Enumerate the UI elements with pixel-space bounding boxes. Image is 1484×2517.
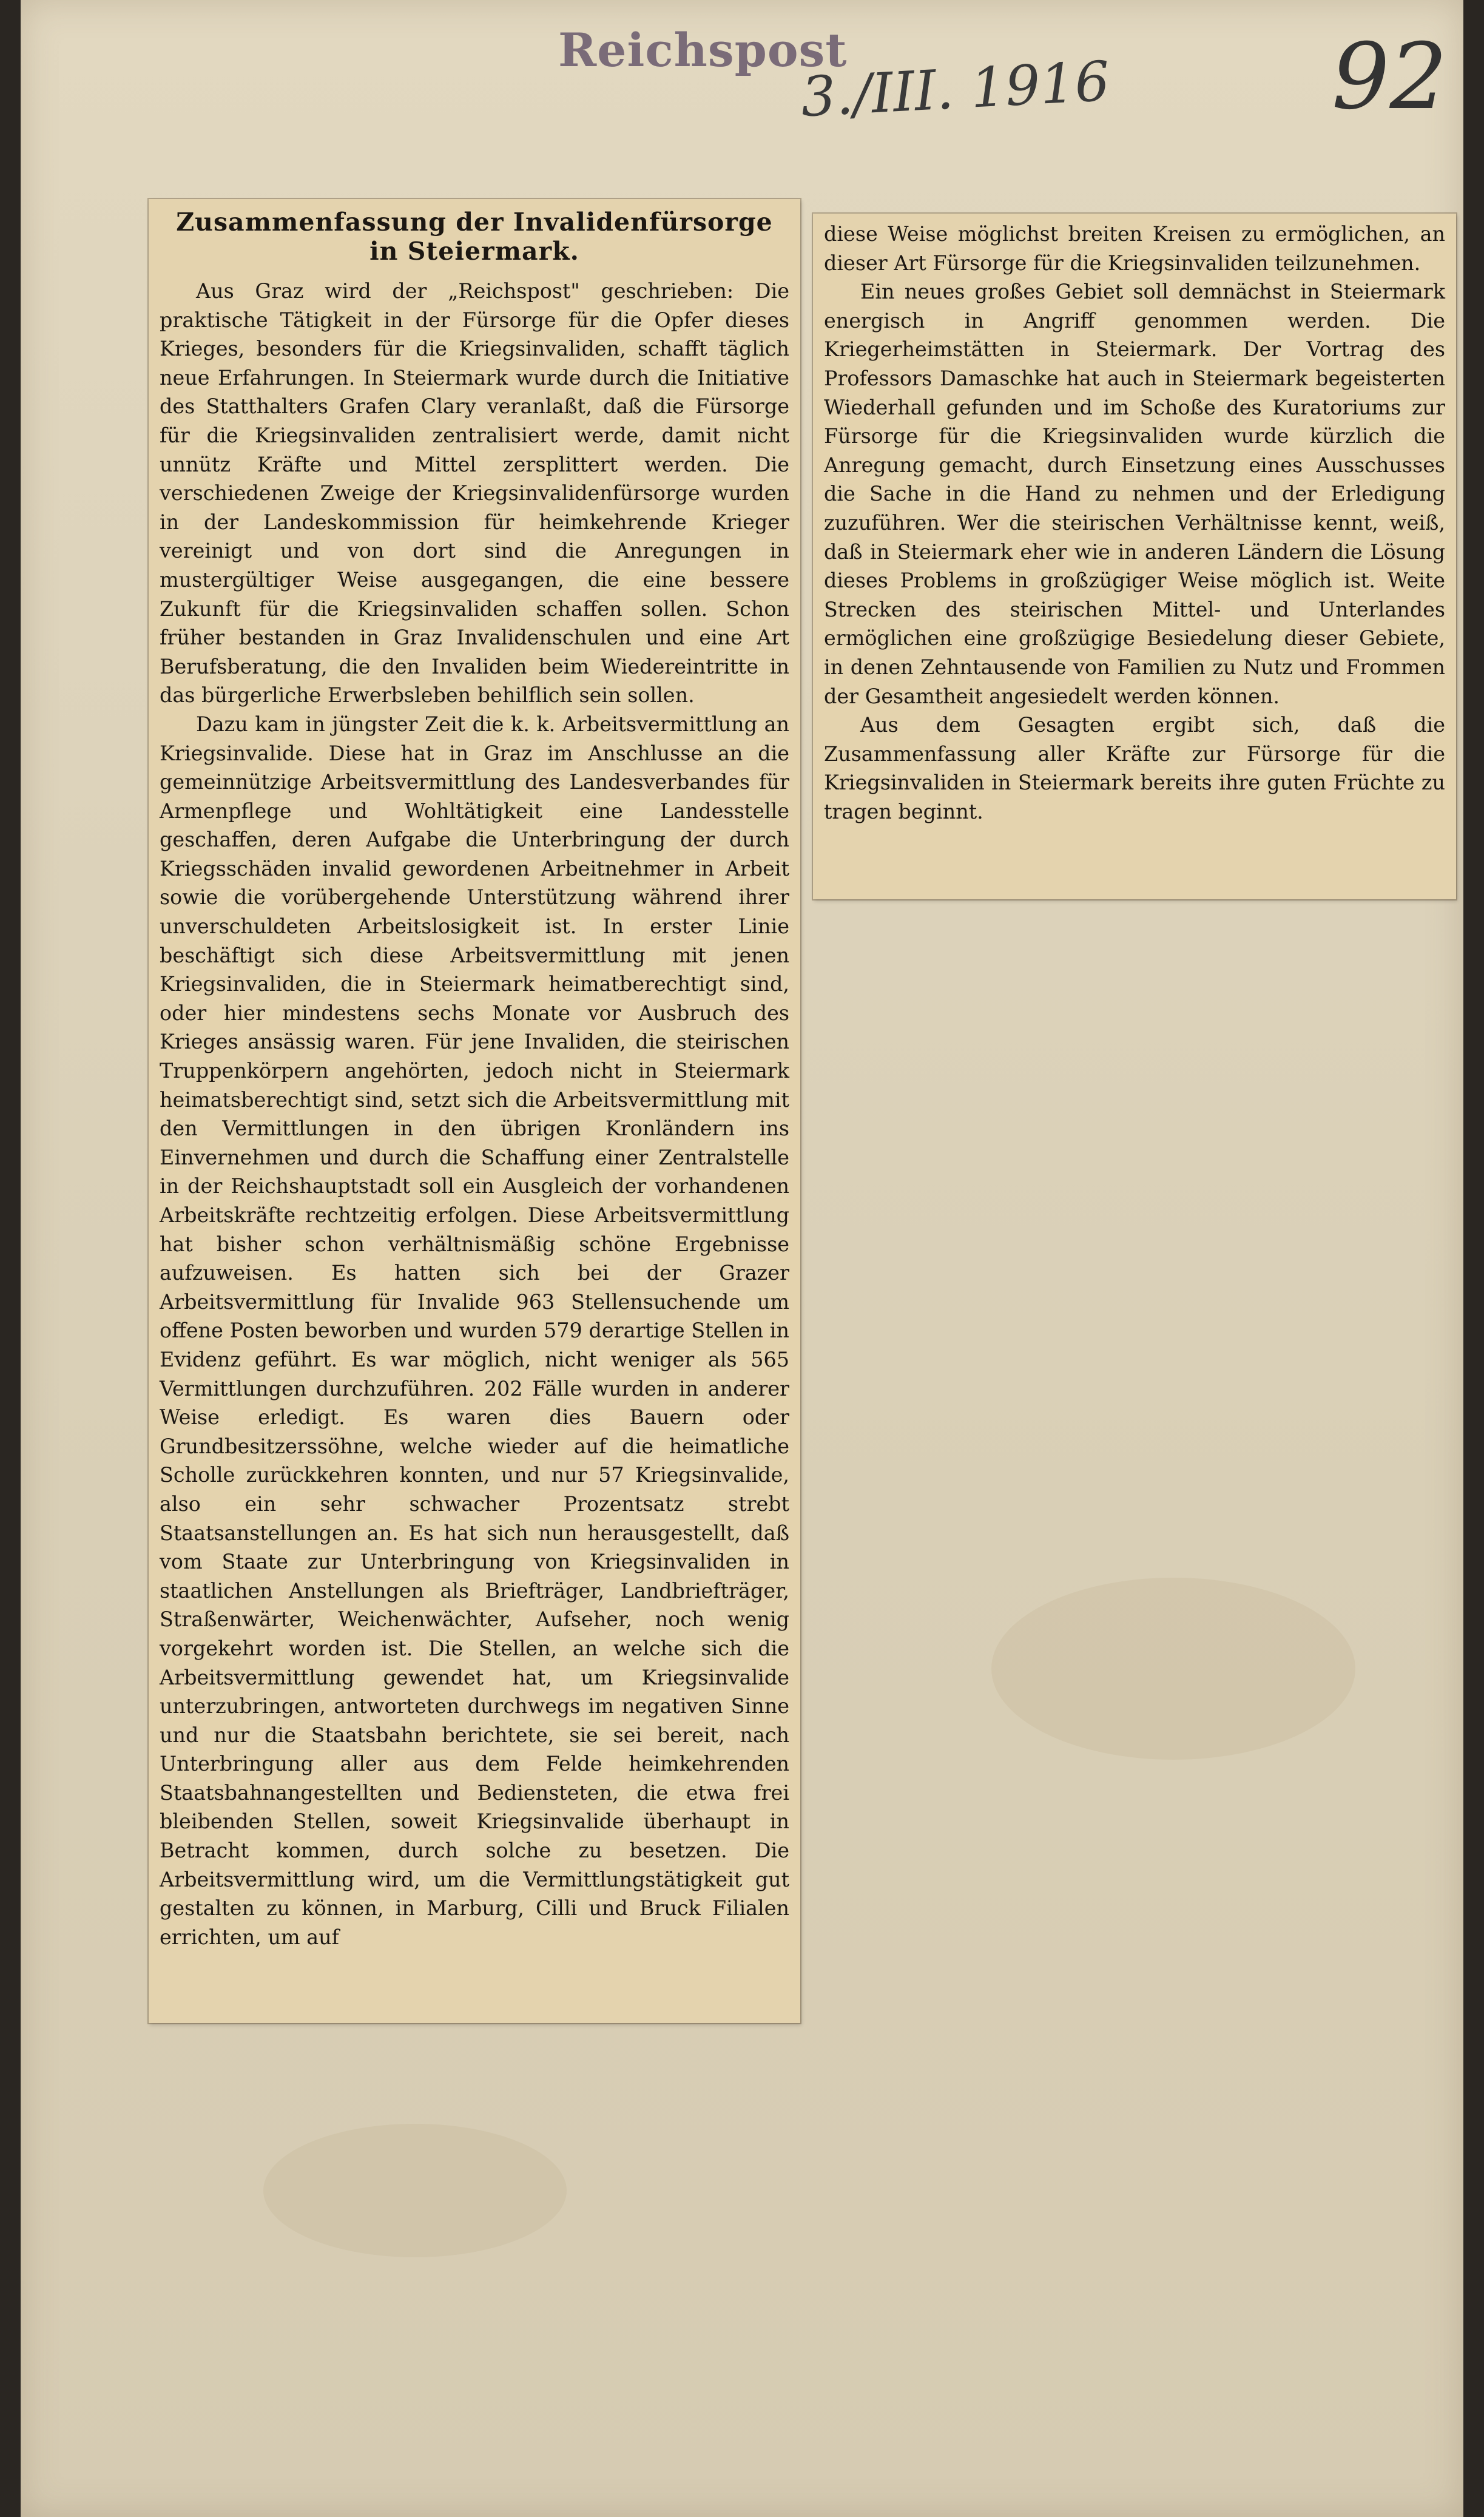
column-content bbox=[149, 199, 800, 2023]
paragraph: Dazu kam in jüngster Zeit die k. k. Arbeitsvermittlung an Kriegsinvalide. Diese hat in Graz im Anschlusse an die gemeinnützige Arbeitsvermittlung des Landesverbandes für Armenpflege und Wohltätigkeit eine Landesstelle geschaffen, deren Aufgabe die Unterbringung der durch Kriegsschäden invalid gewordenen Arbeitnehmer in Arbeit sowie die vorübergehende Unterstützung während ihrer unverschuldeten Arbeitslosigkeit ist. In erster Linie beschäftigt sich diese Arbeitsvermittlung mit jenen Kriegsinvaliden, die in Steiermark heimatberechtigt sind, oder hier mindestens sechs Monate vor Ausbruch des Krieges ansässig waren. Für jene Invaliden, die steirischen Truppenkörpern angehörten, jedoch nicht in Steiermark heimatsberechtigt sind, setzt sich die Arbeitsvermittlung mit den Vermittlungen in den übrigen Kronländern ins Einvernehmen und durch die Schaffung einer Zentralstelle in der Reichshauptstadt soll ein Ausgleich der vorhandenen Arbeitskräfte rechtzeitig erfolgen. Diese Arbeitsvermittlung hat bisher schon verhältnismäßig schöne Ergebnisse aufzuweisen. Es hatten sich bei der Grazer Arbeitsvermittlung für Invalide 963 Stellensuchende um offene Posten beworben und wurden 579 derartige Stellen in Evidenz geführt. Es war möglich, nicht weniger als 565 Vermittlungen durchzuführen. 202 Fälle wurden in anderer Weise erledigt. Es waren dies Bauern oder Grundbesitzerssöhne, welche wieder auf die heimatliche Scholle zurückkehren konnten, und nur 57 Kriegsinvalide, also ein sehr schwacher Prozentsatz strebt Staatsanstellungen an. Es hat sich nun herausgestellt, daß vom Staate zur Unterbringung von Kriegsinvaliden in staatlichen Anstellungen als Briefträger, Landbriefträger, Straßenwärter, Weichenwächter, Aufseher, noch wenig vorgekehrt worden ist. Die Stellen, an welche sich die Arbeitsvermittlung gewendet hat, um Kriegsinvalide unterzubringen, antworteten durchwegs im negativen Sinne und nur die Staatsbahn berichtete, sie sei bereit, nach Unterbringung aller aus dem Felde heimkehrenden Staatsbahnangestellten und Bediensteten, die etwa frei bleibenden Stellen, soweit Kriegsinvalide überhaupt in Betracht kommen, durch solche zu besetzen. Die Arbeitsvermittlung wird, um die Vermittlungstätigkeit gut gestalten zu können, in Marburg, Cilli und Bruck Filialen errichten, um auf bbox=[160, 712, 789, 1949]
clipping-left-column bbox=[149, 199, 800, 2023]
paragraph: Ein neues großes Gebiet soll demnächst in Steiermark energisch in Angriff genommen werden. Die Kriegerheimstätten in Steiermark. Der Vortrag des Professors Damaschke hat auch in Steiermark begeisterten Wiederhall gefunden und im Schoße des Kuratoriums zur Fürsorge für die Kriegsinvaliden wurde kürzlich die Anregung gemacht, durch Einsetzung eines Ausschusses die Sache in die Hand zu nehmen und der Erledigung zuzuführen. Wer die steirischen Verhältnisse kennt, weiß, daß in Steiermark eher wie in anderen Ländern die Lösung dieses Problems in großzügiger Weise möglich ist. Weite Strecken des steirischen Mittel- und Unterlandes ermöglichen eine großzügige Besiedelung dieser Gebiete, in denen Zehntausende von Familien zu Nutz und Frommen der Gesamtheit angesiedelt werden können. bbox=[824, 280, 1445, 708]
paragraph: Aus dem Gesagten ergibt sich, daß die Zusammenfassung aller Kräfte zur Fürsorge für die Kriegsinvaliden in Steiermark bereits ihre guten Früchte zu tragen beginnt. bbox=[824, 713, 1445, 823]
headline-line-1: Zusammenfassung der Invalidenfürsorge bbox=[176, 208, 773, 237]
paper-stain bbox=[263, 2124, 567, 2257]
paper-stain bbox=[991, 1578, 1355, 1760]
paragraph: diese Weise möglichst breiten Kreisen zu ermöglichen, an dieser Art Fürsorge für die Kriegsinvaliden teilzunehmen. bbox=[824, 222, 1445, 275]
paragraph: Aus Graz wird der „Reichspost" geschrieben: Die praktische Tätigkeit in der Fürsorge für die Opfer dieses Krieges, besonders für die Kriegsinvaliden, schafft täglich neue Erfahrungen. In Steiermark wurde durch die Initiative des Statthalters Grafen Clary veranlaßt, daß die Fürsorge für die Kriegsinvaliden zentralisiert werde, damit nicht unnütz Kräfte und Mittel zersplittert werden. Die verschiedenen Zweige der Kriegsinvalidenfürsorge wurden in der Landeskommission für heimkehrende Krieger vereinigt und von dort sind die Anregungen in mustergültiger Weise ausgegangen, die eine bessere Zukunft für die Kriegsinvaliden schaffen sollen. Schon früher bestanden in Graz Invalidenschulen und eine Art Berufsberatung, die den Invaliden beim Wiedereintritte in das bürgerliche Erwerbsleben behilflich sein sollen. bbox=[160, 279, 789, 708]
article-headline bbox=[160, 208, 789, 266]
headline-line-2: in Steiermark. bbox=[369, 237, 579, 266]
newspaper-stamp: Reichspost bbox=[558, 23, 848, 77]
handwritten-date: 3./III. 1916 bbox=[799, 49, 1111, 130]
column-content bbox=[813, 214, 1456, 899]
page-number: 92 bbox=[1332, 24, 1448, 130]
clipping-right-column bbox=[813, 214, 1456, 899]
